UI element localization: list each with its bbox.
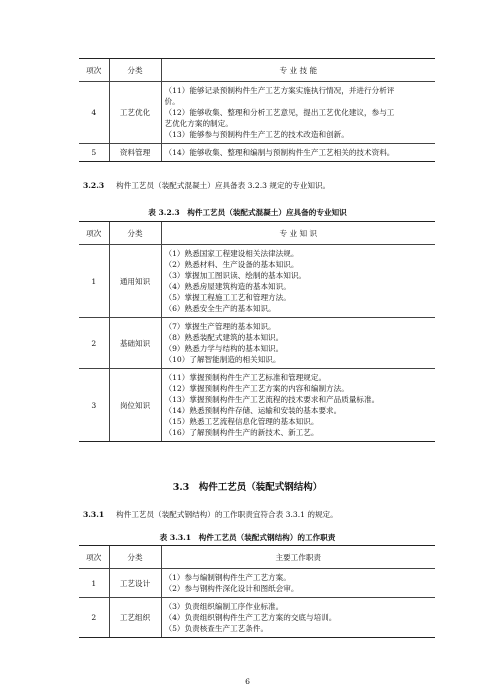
content-line: （7）掌握生产管理的基本知识。 [164, 322, 276, 331]
item-number-cell: 5 [79, 144, 109, 162]
knowledge-table-body [79, 222, 435, 442]
table-row [79, 144, 435, 162]
content-line: （4）负责组织钢构件生产工艺方案的交底与培训。 [164, 613, 337, 622]
table-caption-3-2-3: 表 3.2.3 构件工艺员（装配式混凝土）应具备的专业知识 [148, 208, 347, 217]
content-line: （2）参与钢构件深化设计和图纸会审。 [164, 584, 299, 593]
category-cell: 通用知识 [109, 245, 161, 318]
paragraph-3-2-3 [83, 180, 330, 191]
content-line: （13）掌握预制构件生产工艺流程的技术要求和产品质量标准。 [164, 395, 380, 404]
table-row [79, 598, 435, 638]
item-number-cell: 1 [79, 245, 109, 318]
category-cell: 资料管理 [109, 144, 161, 162]
duties-table [79, 545, 435, 638]
table-row [79, 245, 435, 318]
table-header-row [79, 546, 435, 569]
content-line: （8）熟悉装配式建筑的基本知识。 [164, 333, 284, 342]
content-line: （16）了解预制构件生产的新技术、新工艺。 [164, 428, 319, 437]
table-header-row [79, 222, 435, 245]
content-line: （14）能够收集、整理和编制与预制构件生产工艺相关的技术资料。 [164, 148, 395, 157]
content-line: （15）熟悉工艺流程信息化管理的基本知识。 [164, 417, 319, 426]
content-line: （5）负责核查生产工艺条件。 [164, 624, 269, 633]
content-line: （12）掌握预制构件生产工艺方案的内容和编制方法。 [164, 384, 349, 393]
table-row [79, 369, 435, 442]
category-cell: 工艺组织 [109, 598, 161, 638]
header-cell: 专 业 知 识 [161, 222, 435, 245]
content-line: （2）熟悉材料、生产设备的基本知识。 [164, 260, 299, 269]
header-cell: 主要工作职责 [161, 546, 435, 569]
item-number-cell: 4 [79, 82, 109, 144]
paragraph-text: 构件工艺员（装配式钢结构）的工作职责宜符合表 3.3.1 的规定。 [116, 510, 338, 519]
content-line: （10）了解智能制造的相关知识。 [164, 355, 281, 364]
content-line: （14）熟悉预制构件存储、运输和安装的基本要求。 [164, 406, 342, 415]
content-line: （1）参与编制钢构件生产工艺方案。 [164, 573, 291, 582]
knowledge-table [79, 221, 435, 442]
duties-table-body [79, 546, 435, 638]
content-line: （12）能够收集、整理和分析工艺意见，提出工艺优化建议，参与工 [164, 108, 395, 117]
header-cell: 分类 [109, 222, 161, 245]
category-cell: 工艺设计 [109, 569, 161, 598]
content-line: （1）熟悉国家工程建设相关法律法规。 [164, 249, 299, 258]
content-line: （3）负责组织编制工序作业标准。 [164, 602, 284, 611]
category-cell: 岗位知识 [109, 369, 161, 442]
content-line: （5）掌握工程施工工艺和管理方法。 [164, 293, 291, 302]
content-line: （3）掌握加工图识读、绘制的基本知识。 [164, 271, 307, 280]
content-line: （4）熟悉房屋建筑构造的基本知识。 [164, 282, 291, 291]
header-cell: 分类 [109, 546, 161, 569]
category-cell: 工艺优化 [109, 82, 161, 144]
item-number-cell: 2 [79, 598, 109, 638]
paragraph-text: 构件工艺员（装配式混凝土）应具备表 3.2.3 规定的专业知识。 [116, 181, 331, 190]
content-line: （6）熟悉安全生产的基本知识。 [164, 304, 276, 313]
content-cell [161, 598, 435, 638]
page-number: 6 [245, 677, 250, 686]
content-cell [161, 318, 435, 369]
content-cell [161, 369, 435, 442]
content-cell [161, 245, 435, 318]
table-row [79, 318, 435, 369]
paragraph-3-3-1 [83, 509, 338, 520]
content-line: （9）熟悉力学与结构的基本知识。 [164, 344, 284, 353]
header-cell: 项次 [79, 59, 109, 82]
header-cell: 分类 [109, 59, 161, 82]
content-cell [161, 144, 435, 162]
content-line: 价。 [164, 97, 180, 106]
skills-table-body [79, 59, 435, 162]
item-number-cell: 3 [79, 369, 109, 442]
skills-table [79, 58, 435, 162]
table-row [79, 82, 435, 144]
content-line: （13）能够参与预制构件生产工艺的技术改造和创新。 [164, 130, 349, 139]
content-cell [161, 569, 435, 598]
content-line: （11）能够记录预制构件生产工艺方案实施执行情况，并进行分析评 [164, 86, 395, 95]
section-heading-3-3: 3.3 构件工艺员（装配式钢结构） [172, 482, 323, 493]
clause-number: 3.2.3 [83, 181, 105, 190]
content-line: 艺优化方案的制定。 [164, 119, 233, 128]
category-cell: 基础知识 [109, 318, 161, 369]
header-cell: 专 业 技 能 [161, 59, 435, 82]
table-row [79, 569, 435, 598]
item-number-cell: 2 [79, 318, 109, 369]
table-header-row [79, 59, 435, 82]
header-cell: 项次 [79, 222, 109, 245]
clause-number: 3.3.1 [83, 510, 105, 519]
content-cell [161, 82, 435, 144]
table-caption-3-3-1: 表 3.3.1 构件工艺员（装配式钢结构）的工作职责 [159, 533, 336, 542]
item-number-cell: 1 [79, 569, 109, 598]
content-line: （11）掌握预制构件生产工艺标准和管理规定。 [164, 373, 327, 382]
header-cell: 项次 [79, 546, 109, 569]
